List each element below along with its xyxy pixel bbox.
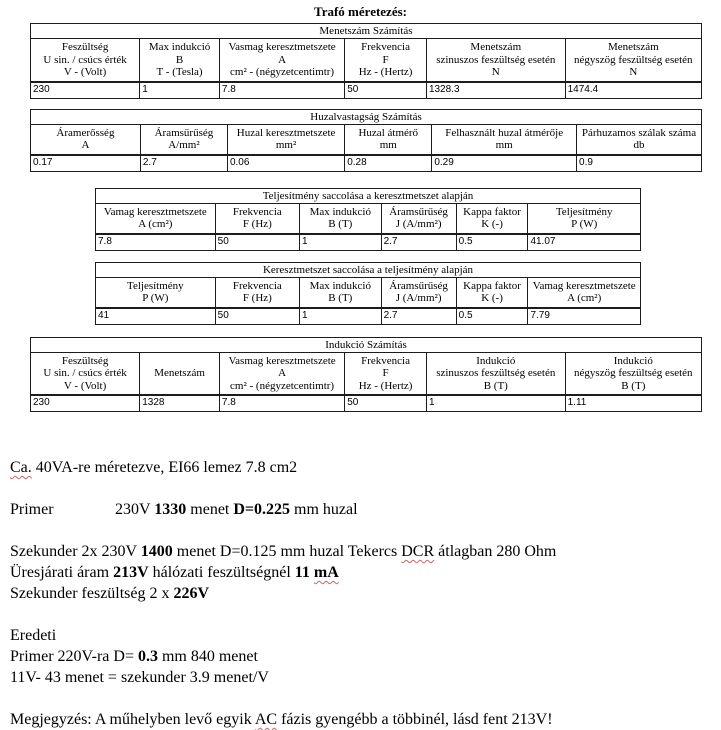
header-cell — [427, 353, 566, 395]
text-run: menet D=0.125 mm huzal Tekercs — [172, 543, 402, 560]
table-caption: Huzalvastagság Számítás — [31, 110, 701, 125]
header-line: A (cm²) — [567, 292, 602, 304]
header-cell — [457, 204, 529, 233]
header-cell — [141, 125, 228, 154]
header-cell — [457, 278, 529, 307]
text-run: 1330 — [154, 501, 187, 518]
header-line: Vamag keresztmetszete — [103, 205, 207, 218]
header-cell — [31, 353, 140, 395]
value-cell: 50 — [345, 83, 427, 98]
value-cell: 7.8 — [220, 83, 345, 98]
header-line: Menetszám — [154, 367, 205, 379]
value-cell: 0.9 — [579, 156, 593, 168]
text-run: 11 — [294, 564, 314, 581]
value-cell: 50 — [345, 396, 427, 411]
menetszam-table — [30, 23, 702, 99]
text-run: hálózati feszültségnél — [148, 564, 295, 581]
header-cell — [345, 353, 427, 395]
value-cell: 1 — [427, 396, 566, 411]
value-cell: 0.06 — [228, 156, 345, 171]
text-run: 11V- 43 menet = szekunder 3.9 menet/V — [10, 669, 269, 686]
table-header-row — [96, 278, 640, 308]
value-cell: 7.79 — [530, 309, 550, 321]
text-run: Üresjárati áram — [10, 564, 114, 581]
value-cell: 1.11 — [567, 397, 587, 408]
header-cell — [228, 125, 345, 154]
value-cell: 0.29 — [432, 156, 577, 171]
teljesitmeny-table — [95, 188, 641, 251]
text-run: menet — [186, 501, 234, 518]
header-line: szinuszos feszültség esetén — [436, 53, 556, 66]
header-line: B (T) — [483, 379, 508, 392]
huzalvastagsag-table — [30, 109, 702, 172]
text-run: AC — [254, 711, 278, 728]
notes-block — [10, 457, 713, 730]
value-cell: 1 — [300, 235, 382, 250]
text-run: mA — [313, 564, 339, 581]
header-line: Max indukció — [148, 41, 211, 53]
table-header-row — [31, 39, 701, 82]
note-line — [10, 646, 713, 667]
header-cell — [31, 125, 141, 154]
header-cell — [140, 39, 220, 81]
header-line: Kappa faktor — [463, 279, 521, 292]
header-line: Vamag keresztmetszete — [532, 279, 636, 292]
table-caption: Menetszám Számítás — [31, 24, 701, 39]
text-run: átlagban 280 Ohm — [434, 543, 557, 560]
text-run: fázis gyengébb a többinél, lásd fent 213V! — [277, 711, 553, 728]
note-line — [10, 562, 713, 583]
header-line: U sin. / csúcs érték — [43, 53, 127, 66]
value-row — [31, 155, 701, 171]
value-cell: 2.7 — [382, 309, 457, 324]
header-cell — [300, 204, 382, 233]
note-line — [10, 667, 713, 688]
page-title: Trafó méretezés: — [314, 4, 407, 19]
header-cell — [220, 353, 345, 395]
header-cell — [566, 39, 701, 81]
header-cell — [577, 125, 701, 154]
value-cell: 7.8 — [96, 235, 216, 250]
header-line: Hz - (Hertz) — [358, 66, 413, 78]
value-row — [96, 234, 640, 250]
header-line: Frekvencia — [232, 279, 282, 292]
table-caption: Teljesítmény saccolása a keresztmetszet alapján — [96, 189, 640, 204]
header-line: Frekvencia — [361, 41, 410, 53]
header-line: szinuszos feszültség esetén — [436, 367, 556, 379]
header-line: négyszög feszültség esetén — [574, 53, 693, 66]
value-cell: 230 — [31, 83, 140, 98]
table-header-row — [31, 353, 701, 396]
header-line: Kappa faktor — [463, 205, 521, 218]
header-line: db — [633, 139, 645, 151]
header-line: F — [382, 53, 389, 66]
header-line: Max indukció — [309, 279, 371, 292]
header-line: V - (Volt) — [63, 379, 107, 392]
header-line: A — [278, 53, 287, 66]
header-line: B (T) — [621, 379, 646, 392]
header-cell — [345, 125, 432, 154]
header-line: mm — [379, 139, 397, 151]
blank-line — [10, 520, 713, 541]
text-run: 0.3 — [137, 648, 158, 665]
text-run: 213V — [113, 564, 149, 581]
header-line: J (A/mm²) — [395, 292, 442, 304]
value-cell: 0.17 — [31, 156, 141, 171]
value-cell: 41 — [96, 309, 216, 324]
text-run: mm huzal — [290, 501, 358, 518]
value-cell: 1328 — [140, 396, 220, 411]
header-cell — [382, 278, 457, 307]
header-cell — [528, 204, 640, 233]
text-run: Szekunder 2x 230V — [10, 543, 141, 560]
header-line: P (W) — [142, 292, 169, 304]
header-line: Teljesítmény — [127, 279, 184, 292]
note-line — [10, 583, 713, 604]
note-line — [10, 457, 713, 478]
text-run: DCR — [401, 543, 435, 560]
header-line: N — [629, 66, 638, 78]
header-line: P (W) — [571, 218, 598, 230]
header-line: A — [81, 139, 90, 151]
value-cell: 1474.4 — [567, 83, 599, 95]
header-line: Max indukció — [309, 205, 371, 218]
header-line: F (Hz) — [242, 292, 272, 304]
text-run: 226V — [173, 585, 210, 602]
value-cell: 50 — [216, 309, 300, 324]
header-line: Vasmag keresztmetszete — [228, 41, 336, 53]
value-row — [96, 308, 640, 324]
header-line: Áramsűrűség — [389, 205, 448, 218]
table-caption: Indukció Számítás — [31, 338, 701, 353]
header-line: Áramsűrűség — [389, 279, 448, 292]
value-row — [31, 395, 701, 411]
text-run: Primer — [10, 501, 54, 518]
value-cell: 1 — [300, 309, 382, 324]
header-line: B (T) — [328, 218, 353, 230]
header-cell — [216, 204, 300, 233]
text-run: 40VA-re méretezve, EI66 lemez 7.8 cm2 — [31, 459, 298, 476]
header-line: Áramsűrűség — [154, 126, 214, 139]
header-line: Teljesítmény — [555, 205, 613, 218]
header-line: F — [382, 367, 389, 379]
value-cell: 41.07 — [530, 235, 556, 247]
note-line — [10, 709, 713, 730]
text-run: Ca. — [10, 459, 32, 476]
header-line: Indukció — [476, 354, 516, 367]
header-cell — [528, 278, 640, 307]
header-line: K (-) — [481, 218, 503, 230]
value-cell: 0.5 — [457, 309, 529, 324]
header-line: cm² - (négyzetcentimtr) — [230, 66, 335, 78]
text-run: 1400 — [140, 543, 173, 560]
header-line: Párhuzamos szálak száma — [581, 126, 697, 139]
header-cell — [382, 204, 457, 233]
header-line: Indukció — [613, 354, 653, 367]
value-cell: 1 — [140, 83, 220, 98]
header-line: V - (Volt) — [63, 66, 107, 78]
table-header-row — [96, 204, 640, 234]
text-run: Megjegyzés: A műhelyben levő egyik — [10, 711, 255, 728]
value-row — [31, 82, 701, 98]
value-cell: 7.8 — [220, 396, 345, 411]
header-line: Menetszám — [607, 41, 659, 53]
keresztmetszet-table — [95, 262, 641, 325]
note-line — [10, 625, 713, 646]
header-line: K (-) — [481, 292, 503, 304]
table-caption: Keresztmetszet saccolása a teljesítmény alapján — [96, 263, 640, 278]
text-run: mm 840 menet — [157, 648, 258, 665]
header-cell — [345, 39, 427, 81]
header-line: Felhasznált huzal átmérője — [445, 126, 564, 139]
header-line: Vasmag keresztmetszete — [228, 354, 336, 367]
value-cell: 50 — [216, 235, 300, 250]
indukcio-table — [30, 337, 702, 413]
header-line: cm² - (négyzetcentimtr) — [230, 379, 335, 392]
header-line: F (Hz) — [242, 218, 272, 230]
header-line: A — [278, 367, 287, 379]
text-run: D=0.225 — [233, 501, 291, 518]
header-line: J (A/mm²) — [395, 218, 442, 230]
header-line: Hz - (Hertz) — [358, 379, 413, 392]
note-line — [10, 499, 713, 520]
header-cell — [432, 125, 577, 154]
text-run: Eredeti — [10, 627, 57, 644]
header-line: mm — [495, 139, 513, 151]
header-cell — [31, 39, 140, 81]
text-run: 230V — [115, 501, 155, 518]
header-line: A (cm²) — [138, 218, 173, 230]
header-cell — [96, 278, 216, 307]
value-cell: 0.28 — [345, 156, 432, 171]
header-cell — [96, 204, 216, 233]
blank-line — [10, 688, 713, 709]
table-header-row — [31, 125, 701, 155]
header-line: A/mm² — [168, 139, 200, 151]
blank-line — [10, 604, 713, 625]
header-cell — [220, 39, 345, 81]
value-cell: 1328.3 — [427, 83, 566, 98]
header-line: N — [491, 66, 500, 78]
header-line: Feszültség — [61, 354, 109, 367]
header-cell — [216, 278, 300, 307]
header-line: Huzal átmérő — [358, 126, 419, 139]
header-line: mm² — [275, 139, 297, 151]
header-line: Frekvencia — [361, 354, 410, 367]
note-line — [10, 541, 713, 562]
header-line: Áramerősség — [56, 126, 115, 139]
header-line: B (T) — [328, 292, 353, 304]
text-run: Szekunder feszültség 2 x — [10, 585, 174, 602]
header-line: U sin. / csúcs érték — [43, 367, 127, 379]
value-cell: 230 — [31, 396, 140, 411]
header-cell — [140, 353, 220, 395]
header-line: Menetszám — [470, 41, 522, 53]
header-cell — [427, 39, 566, 81]
header-line: B — [175, 53, 184, 66]
text-run: Primer 220V-ra D= — [10, 648, 138, 665]
value-cell: 2.7 — [141, 156, 228, 171]
header-line: négyszög feszültség esetén — [574, 367, 693, 379]
value-cell: 0.5 — [457, 235, 529, 250]
header-cell — [300, 278, 382, 307]
blank-line — [10, 478, 713, 499]
header-line: Huzal keresztmetszete — [236, 126, 336, 139]
value-cell: 2.7 — [382, 235, 457, 250]
header-line: Feszültség — [61, 41, 109, 53]
header-line: T - (Tesla) — [156, 66, 203, 78]
header-line: Frekvencia — [232, 205, 282, 218]
header-cell — [566, 353, 701, 395]
